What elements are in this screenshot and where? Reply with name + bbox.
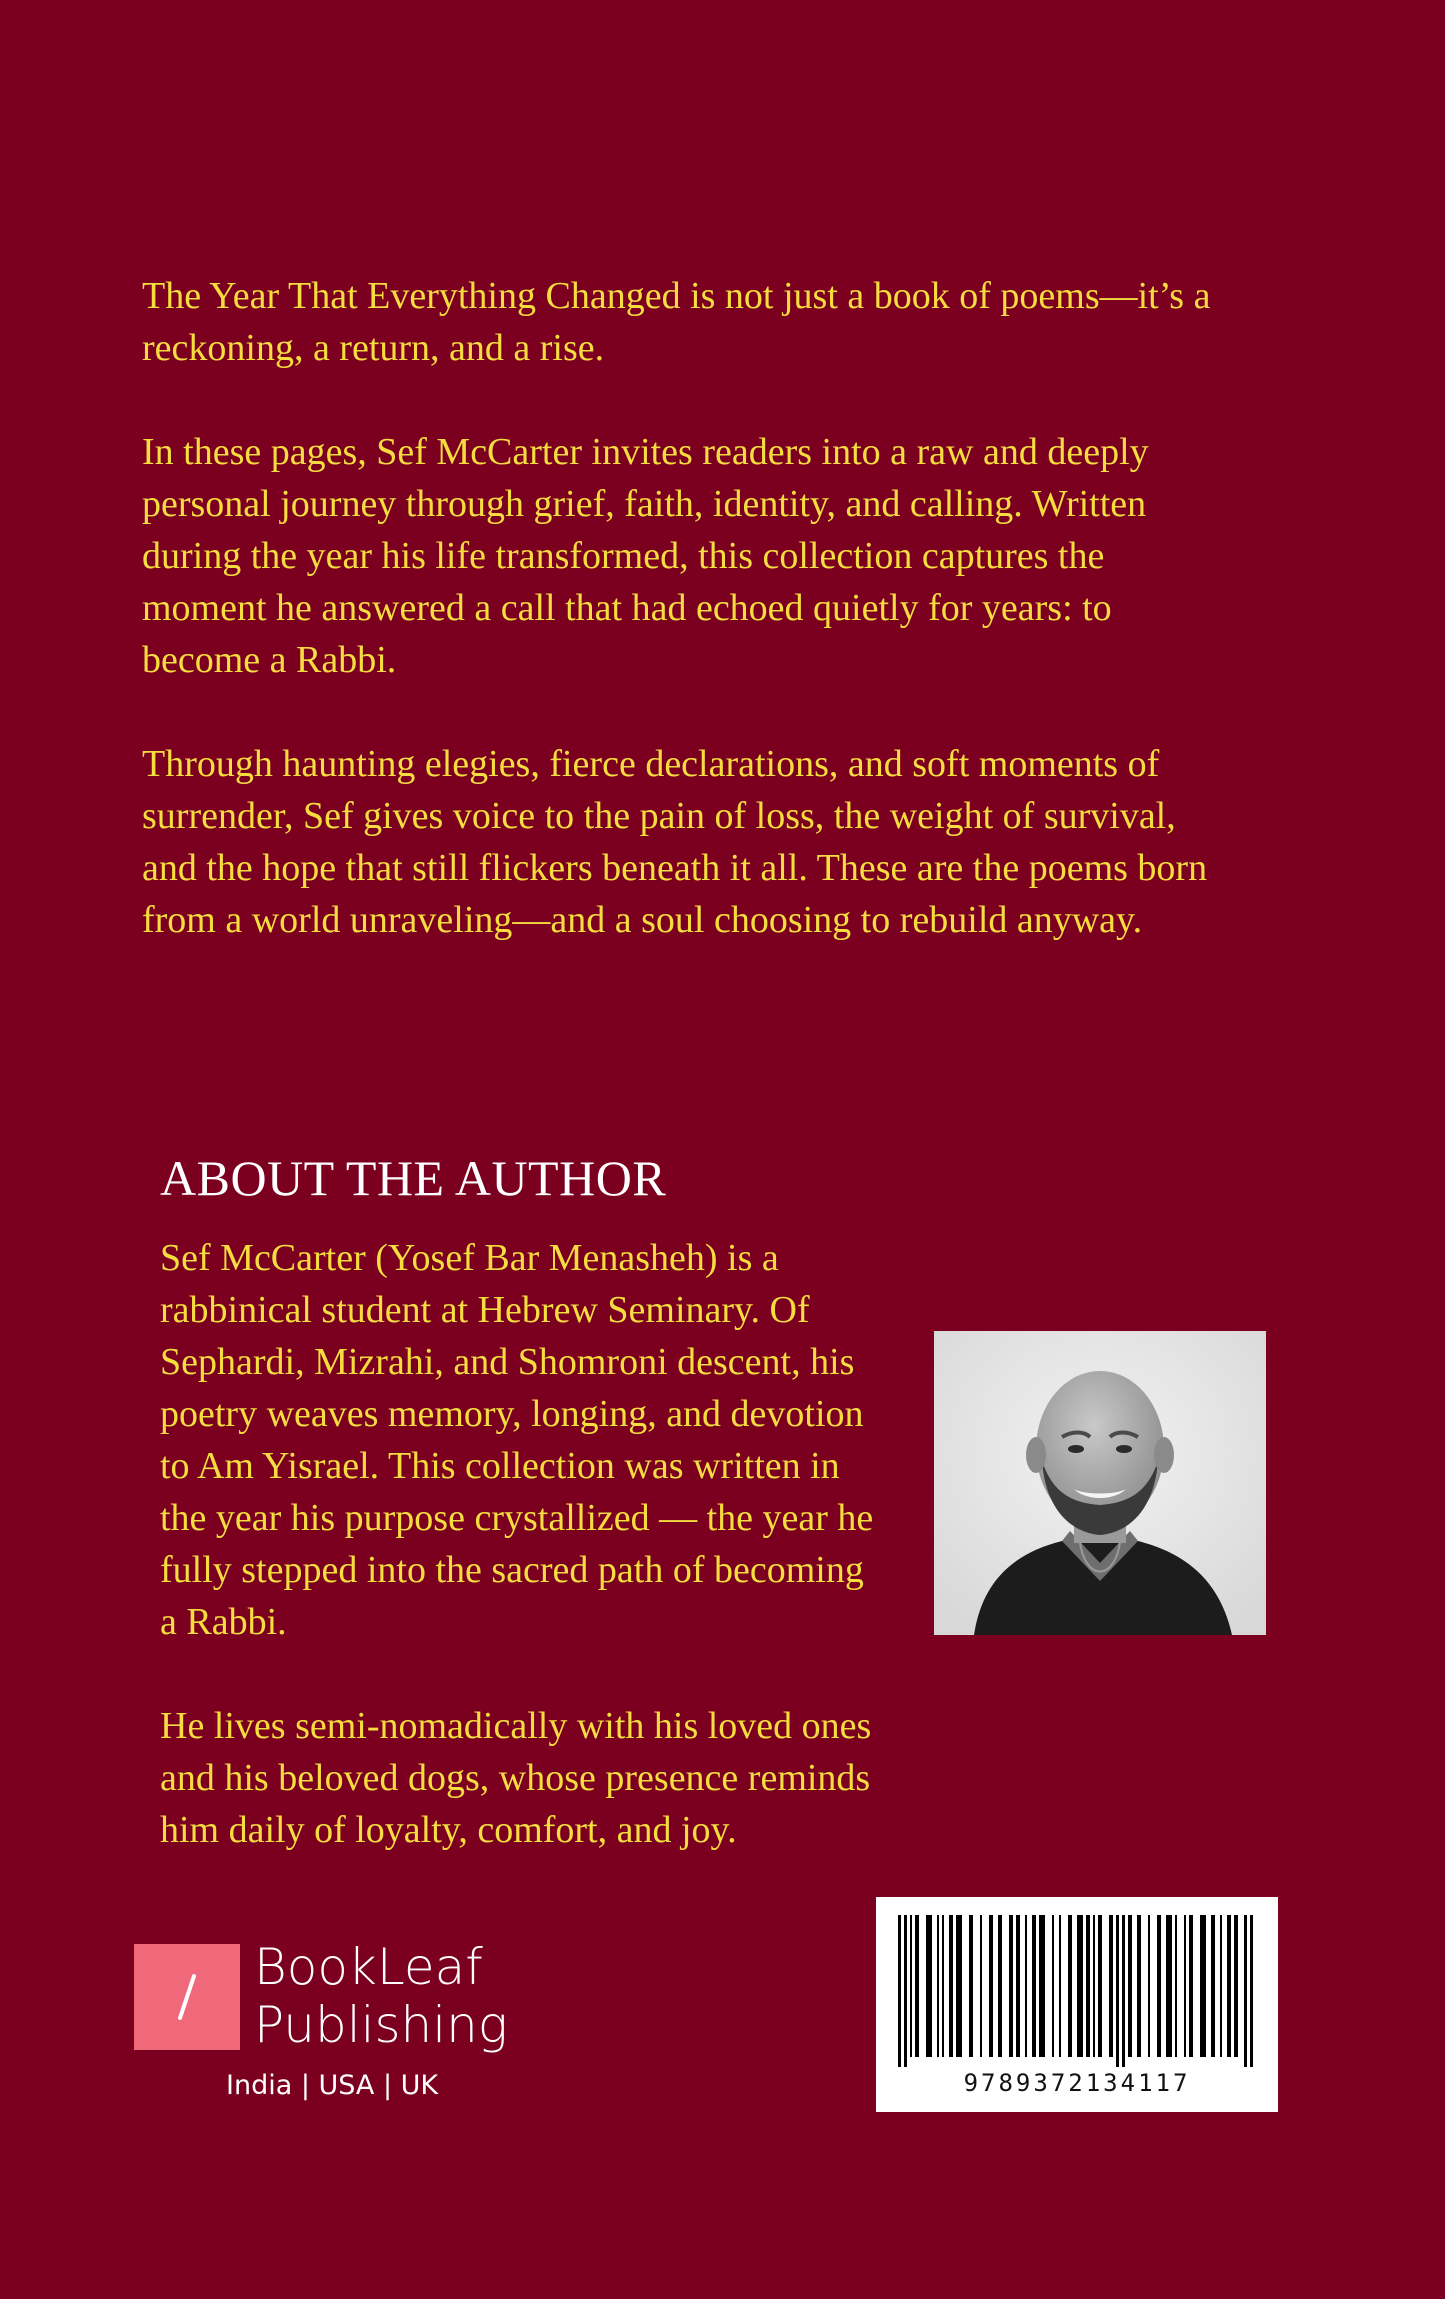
barcode-bar xyxy=(1184,1915,1186,2057)
barcode-bar xyxy=(1122,1915,1125,2067)
barcode-bar xyxy=(915,1915,919,2057)
author-bio-paragraph: He lives semi-nomadically with his loved ones and his beloved dogs, whose presence reminds him daily of loyalty, comfort, and joy. xyxy=(160,1705,872,1851)
isbn-barcode xyxy=(876,1897,1278,2112)
barcode-bar xyxy=(1250,1915,1253,2067)
barcode-bar xyxy=(1039,1915,1045,2057)
blurb-paragraph: The Year That Everything Changed is not just a book of poems—it’s a reckoning, a return, and a rise. xyxy=(142,275,1211,369)
barcode-bar xyxy=(1128,1915,1132,2057)
barcode-bar xyxy=(1234,1915,1238,2057)
barcode-bar xyxy=(1052,1915,1054,2057)
barcode-bar xyxy=(956,1915,962,2057)
barcode-bar xyxy=(1211,1915,1215,2057)
barcode-bar xyxy=(989,1915,993,2057)
publisher-name-line2: Publishing xyxy=(254,1996,508,2054)
publisher-regions: India | USA | UK xyxy=(226,2070,439,2101)
barcode-bar xyxy=(998,1915,1002,2057)
barcode-bar xyxy=(910,1915,912,2057)
barcode-bar xyxy=(949,1915,953,2057)
isbn-number: 9789372134117 xyxy=(963,2069,1191,2097)
barcode-bar xyxy=(1077,1915,1083,2057)
barcode-bar xyxy=(1227,1915,1231,2057)
publisher-logo xyxy=(134,1938,534,2054)
barcode-bar xyxy=(898,1915,901,2067)
barcode-bar xyxy=(904,1915,907,2067)
barcode-bar xyxy=(1068,1915,1072,2057)
barcode-bar xyxy=(1148,1915,1150,2057)
publisher-name-line1: BookLeaf xyxy=(254,1938,483,1996)
barcode-bar xyxy=(937,1915,939,2057)
barcode-bar xyxy=(1189,1915,1193,2057)
barcode-bar xyxy=(1032,1915,1036,2057)
barcode-bar xyxy=(1220,1915,1222,2057)
barcode-bar xyxy=(1098,1915,1102,2057)
barcode-bar xyxy=(942,1915,944,2057)
barcode-bar xyxy=(1109,1915,1113,2057)
barcode-bar xyxy=(1175,1915,1177,2057)
barcode-bar xyxy=(1093,1915,1095,2057)
barcode-bar xyxy=(980,1915,982,2057)
author-bio xyxy=(160,1232,880,1908)
barcode-bar xyxy=(926,1915,932,2057)
author-portrait-image xyxy=(934,1331,1266,1635)
barcode-bar xyxy=(1059,1915,1061,2057)
blurb-paragraph: In these pages, Sef McCarter invites readers into a raw and deeply personal journey through grief, faith, identity, and calling. Written during the year his life transformed, this collection captures the moment he answered a call that had echoed quietly for years: to become a Rabbi. xyxy=(142,431,1149,681)
barcode-bar xyxy=(1166,1915,1172,2057)
barcode-bar xyxy=(1200,1915,1206,2057)
barcode-bar xyxy=(1025,1915,1027,2057)
barcode-bar xyxy=(1009,1915,1013,2057)
blurb-paragraph: Through haunting elegies, fierce declarations, and soft moments of surrender, Sef gives voice to the pain of loss, the weight of survival, and the hope that still flickers beneath it all. These are the poems born from a world unraveling—and a soul choosing to rebuild anyway. xyxy=(142,743,1208,941)
barcode-bar xyxy=(1086,1915,1090,2057)
barcode-bar xyxy=(1116,1915,1119,2067)
publisher-logo-mark xyxy=(134,1944,240,2050)
barcode-bar xyxy=(1244,1915,1247,2067)
back-cover-blurb xyxy=(142,270,1232,998)
barcode-bar xyxy=(1157,1915,1161,2057)
about-author-heading: ABOUT THE AUTHOR xyxy=(160,1150,667,1206)
slash-icon xyxy=(134,1944,240,2050)
publisher-name xyxy=(254,1938,508,2054)
author-photo xyxy=(934,1331,1266,1635)
author-bio-paragraph: Sef McCarter (Yosef Bar Menasheh) is a rabbinical student at Hebrew Seminary. Of Sephardi, Mizrahi, and Shomroni descent, his poetry weaves memory, longing, and devotion to Am Yisrael. This collection was written in the year his purpose crystallized — the year he fully stepped into the sacred path of becoming a Rabbi. xyxy=(160,1237,874,1643)
barcode-bar xyxy=(1137,1915,1141,2057)
barcode-bar xyxy=(969,1915,973,2057)
barcode-bar xyxy=(1016,1915,1020,2057)
